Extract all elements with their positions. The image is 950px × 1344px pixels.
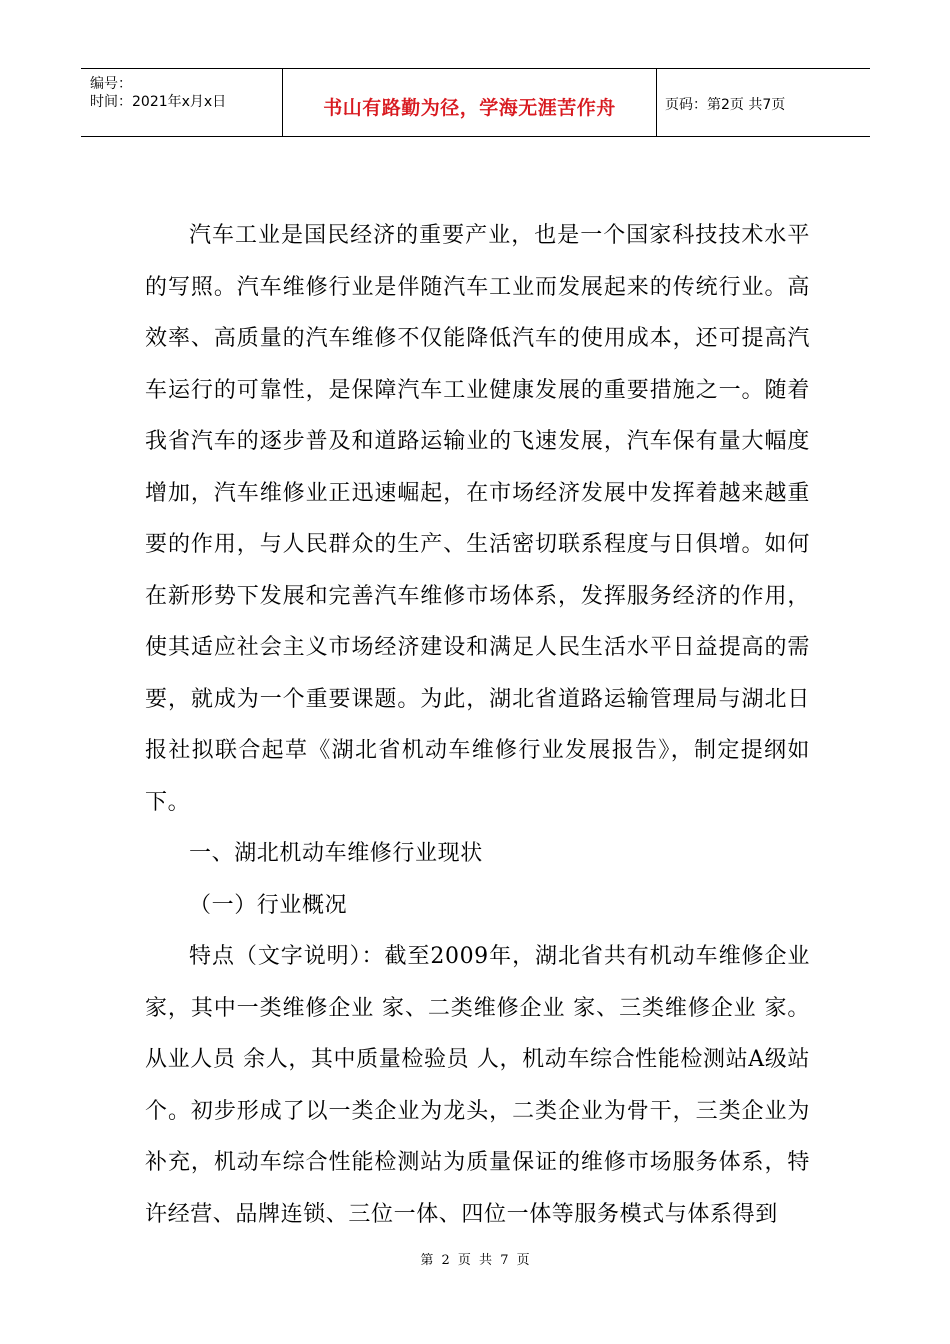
- page-footer: 第 2 页 共 7 页: [420, 1253, 530, 1268]
- header-page-info: 页码：第2页 共7页: [665, 97, 786, 113]
- document-date-label: 时间：2021年x月x日: [90, 94, 227, 110]
- header-motto: 书山有路勤为径，学海无涯苦作舟: [323, 97, 616, 119]
- section-heading: 一、湖北机动车维修行业现状: [189, 841, 483, 866]
- header-meta-cell: [81, 69, 283, 136]
- header-motto-cell: [283, 69, 657, 136]
- header-page-cell: [657, 69, 870, 136]
- document-number-label: 编号：: [90, 76, 132, 92]
- document-body: [145, 210, 810, 1240]
- intro-paragraph: 汽车工业是国民经济的重要产业，也是一个国家科技技术水平的写照。汽车维修行业是伴随汽车工业而发展起来的传统行业。高效率、高质量的汽车维修不仅能降低汽车的使用成本，还可提高汽车运行的可靠性，是保障汽车工业健康发展的重要措施之一。随着我省汽车的逐步普及和道路运输业的飞速发展，汽车保有量大幅度增加，汽车维修业正迅速崛起，在市场经济发展中发挥着越来越重要的作用，与人民群众的生产、生活密切联系程度与日俱增。如何在新形势下发展和完善汽车维修市场体系，发挥服务经济的作用，使其适应社会主义市场经济建设和满足人民生活水平日益提高的需要，就成为一个重要课题。为此，湖北省道路运输管理局与湖北日报社拟联合起草《湖北省机动车维修行业发展报告》，制定提纲如下。: [145, 223, 810, 815]
- features-paragraph: 特点（文字说明）：截至2009年，湖北省共有机动车维修企业 家，其中一类维修企业 家、二类维修企业 家、三类维修企业 家。从业人员 余人，其中质量检验员 人，机动车综合性能检测站A级站 个。初步形成了以一类企业为龙头，二类企业为骨干，三类企业为补充，机动车综合性能检测站为质量保证的维修市场服务体系，特许经营、品牌连锁、三位一体、四位一体等服务模式与体系得到: [145, 944, 810, 1227]
- document-header: [81, 68, 870, 137]
- subsection-heading: （一）行业概况: [189, 892, 348, 918]
